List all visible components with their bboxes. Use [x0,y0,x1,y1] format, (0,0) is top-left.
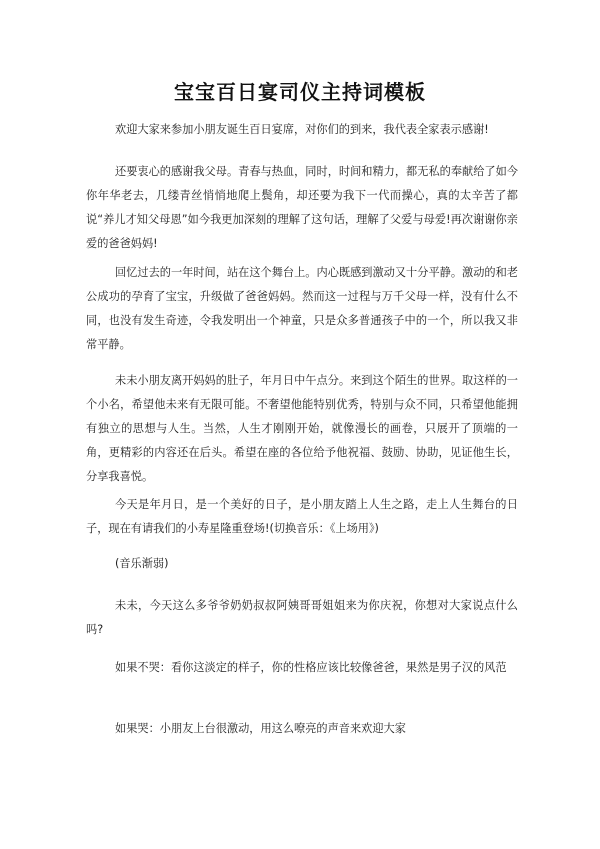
paragraph-today: 今天是年月日，是一个美好的日子，是小朋友踏上人生之路，走上人生舞台的日子，现在有请我们的小寿星隆重登场!(切换音乐：《上场用》) [86,498,518,535]
paragraph-music-fade: (音乐渐弱) [115,557,169,570]
paragraph-if-crying: 如果哭：小朋友上台很激动，用这么嘹亮的声音来欢迎大家 [115,722,406,735]
paragraph-welcome: 欢迎大家来参加小朋友诞生百日宴席，对你们的到来，我代表全家表示感谢! [115,123,489,136]
paragraph-birth: 未未小朋友离开妈妈的肚子，年月日中午点分。来到这个陌生的世界。取这样的一个小名，希望他未来有无限可能。不奢望他能特别优秀，特别与众不同，只希望他能拥有独立的思想与人生。当然，人生才刚刚开始，就像漫长的画卷，只展开了顶端的一角，更精彩的内容还在后头。希望在座的各位给予他祝福、鼓励、协助，见证他生长，分享我喜悦。 [86,374,518,483]
paragraph-past-year: 回忆过去的一年时间，站在这个舞台上。内心既感到激动又十分平静。激动的和老公成功的孕育了宝宝，升级做了爸爸妈妈。然而这一过程与万千父母一样，没有什么不同，也没有发生奇迹，令我发明出一个神童，只是众多普通孩子中的一个，所以我又非常平静。 [86,266,518,351]
paragraph-thanks-parents: 还要衷心的感谢我父母。青春与热血，同时，时间和精力，都无私的奉献给了如今你年华老去，几缕青丝悄悄地爬上鬓角，却还要为我下一代而操心，真的太辛苦了都说“养儿才知父母恩”如今我更加深刻的理解了这句话，理解了父爱与母爱!再次谢谢你亲爱的爸爸妈妈! [86,165,518,250]
document-title: 宝宝百日宴司仪主持词模板 [174,80,426,104]
paragraph-question: 未未，今天这么多爷爷奶奶叔叔阿姨哥哥姐姐来为你庆祝，你想对大家说点什么吗? [86,599,518,636]
paragraph-if-not-crying: 如果不哭：看你这淡定的样子，你的性格应该比较像爸爸，果然是男子汉的风范 [115,661,507,674]
